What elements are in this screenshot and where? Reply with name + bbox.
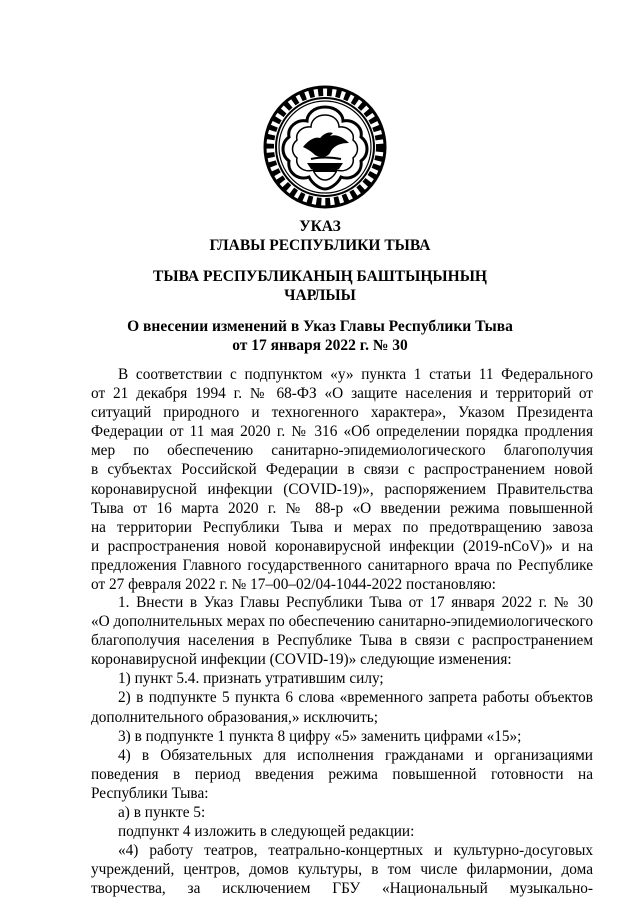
preamble-line: Федерации от 11 мая 2020 г. № 316 «Об определении порядка продления: [91, 423, 593, 441]
preamble-line: и распространения новой коронавирусной инфекции (2019-nCoV)» и на: [91, 537, 593, 555]
item-line: «4) работу театров, театрально-концертных и культурно-досуговых: [118, 842, 593, 860]
item-line: коронавирусной инфекции (COVID-19)» следующие изменения:: [91, 651, 512, 669]
item-line: 2) в подпункте 5 пункта 6 слова «временного запрета работы объектов: [118, 689, 593, 707]
item-line: 3) в подпункте 1 пункта 8 цифру «5» заменить цифрами «15»;: [118, 727, 522, 745]
preamble-paragraph: [91, 365, 593, 594]
coat-of-arms-emblem: [263, 85, 387, 209]
preamble-line: коронавирусной инфекции (COVID-19)», распоряжением Правительства: [91, 480, 593, 498]
item-line: а) в пункте 5:: [118, 804, 206, 822]
document-subject-line-1: О внесении изменений в Указ Главы Республики Тыва: [127, 318, 513, 335]
item-line: благополучия населения в Республике Тыва в связи с распространением: [91, 632, 593, 650]
preamble-line: в субъектах Российской Федерации в связи с распространением новой: [91, 461, 593, 479]
document-subject-line-2: от 17 января 2022 г. № 30: [232, 337, 408, 354]
preamble-line: мер по обеспечению санитарно-эпидемиологического благополучия: [91, 442, 593, 460]
item-line: 4) в Обязательных для исполнения гражданами и организациями: [118, 746, 593, 764]
amendments-section: [91, 593, 593, 899]
preamble-line: от 21 декабря 1994 г. № 68-ФЗ «О защите населения и территорий от: [91, 385, 593, 403]
item-line: «О дополнительных мерах по обеспечению санитарно-эпидемиологического: [91, 613, 593, 631]
preamble-line: ситуаций природного и техногенного характера», Указом Президента: [91, 404, 593, 422]
preamble-line: от 27 февраля 2022 г. № 17–00–02/04-1044-2022 постановляю:: [91, 576, 496, 594]
document-type-title: УКАЗ: [299, 218, 341, 235]
item-line: учреждений, центров, домов культуры, в том числе филармонии, дома: [91, 861, 593, 879]
item-line: 1. Внести в Указ Главы Республики Тыва от 17 января 2022 г. № 30: [118, 594, 593, 611]
item-line: творчества, за исключением ГБУ «Национальный музыкально-: [91, 880, 593, 898]
item-line: поведения в период введения режима повышенной готовности на: [91, 765, 593, 783]
item-line: подпункт 4 изложить в следующей редакции:: [118, 823, 415, 841]
issuer-title: ГЛАВЫ РЕСПУБЛИКИ ТЫВА: [209, 237, 431, 254]
preamble-line: на территории Республики Тыва и мерах по предотвращению завоза: [91, 518, 593, 536]
preamble-line: В соответствии с подпунктом «у» пункта 1 статьи 11 Федерального: [118, 366, 593, 383]
item-line: дополнительного образования,» исключить;: [91, 708, 379, 726]
preamble-line: Тыва от 16 марта 2020 г. № 88-р «О введении режима повышенной: [91, 499, 593, 517]
item-line: 1) пункт 5.4. признать утратившим силу;: [118, 670, 384, 688]
item-line: Республики Тыва:: [91, 784, 209, 802]
preamble-line: предложения Главного государственного санитарного врача по Республике: [91, 556, 593, 574]
issuer-title-tyvan-line-2: ЧАРЛЫЫ: [284, 287, 356, 304]
issuer-title-tyvan-line-1: ТЫВА РЕСПУБЛИКАНЫҢ БАШТЫҢЫНЫҢ: [153, 268, 487, 285]
